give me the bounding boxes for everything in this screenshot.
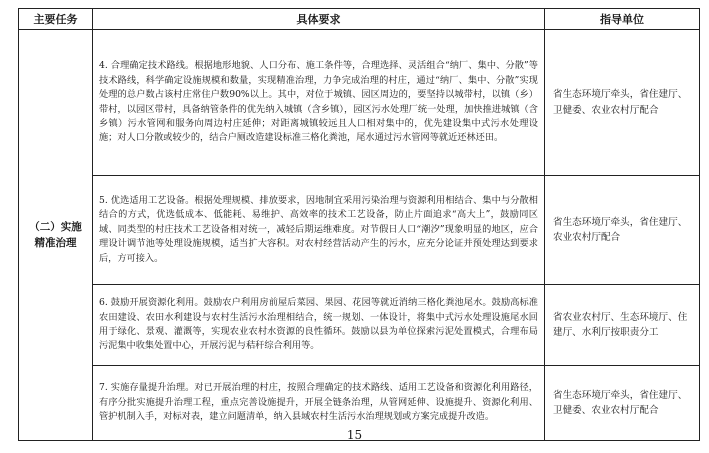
- guiding-unit-item-6: 省农业农村厅、生态环境厅、住建厅、水利厅按职责分工: [545, 285, 700, 366]
- requirement-item-6: 6. 鼓励开展资源化利用。鼓励农户利用房前屋后菜园、果园、花园等就近消纳三格化粪池尾水。鼓励高标准农田建设、农田水利建设与农村生活污水治理相结合，统一规划、一体设计，将集中式污水处理设施尾水回用于绿化、景观、灌溉等，实现农业农村水资源的良性循环。鼓励以县为单位探索污泥处置模式，合理布局污泥集中收集处置中心，开展污泥与秸秆综合利用等。: [93, 285, 545, 366]
- guiding-unit-item-4: 省生态环境厅牵头，省住建厅、卫健委、农业农村厅配合: [545, 30, 700, 176]
- requirement-item-7: 7. 实施存量提升治理。对已开展治理的村庄，按照合理确定的技术路线、适用工艺设备和资源化利用路径，有序分批实施提升治理工程，重点完善设施提升，开展全链条治理，从管网延伸、设施提升、资源化利用、管护机制入手，对标对表，建立问题清单，纳入县域农村生活污水治理规划或方案完成提升改造。: [93, 366, 545, 441]
- header-main-task: 主要任务: [19, 9, 93, 30]
- task-category-line2: 精准治理: [34, 237, 77, 249]
- tasks-table: [18, 8, 700, 441]
- header-requirements: 具体要求: [93, 9, 545, 30]
- task-category-line1: （二）实施: [29, 221, 82, 233]
- table-row: [19, 30, 700, 176]
- table-row: [19, 285, 700, 366]
- guiding-unit-item-7: 省生态环境厅牵头，省住建厅、卫健委、农业农村厅配合: [545, 366, 700, 441]
- requirement-item-4: 4. 合理确定技术路线。根据地形地貌、人口分布、施工条件等，合理选择、灵活组合“纳厂、集中、分散”等技术路线，科学确定设施规模和数量，实现精准治理，力争完成治理的村庄，通过“纳厂、集中、分散”实现处理的总户数占该村庄常住户数90%以上。其中，对位于城镇、园区周边的，要坚持以城带村，以镇（乡）带村，以园区带村，具备纳管条件的优先纳入城镇（含乡镇），园区污水处理厂统一处理，加快推进城镇（含乡镇）污水管网和服务向周边村庄延伸；对距离城镇较远且人口相对集中的，优先建设集中式污水处理设施；对人口分散或较少的，结合户厕改造建设标准三格化粪池，尾水通过污水管网等就近还林还田。: [93, 30, 545, 176]
- guiding-unit-item-5: 省生态环境厅牵头，省住建厅、农业农村厅配合: [545, 176, 700, 285]
- table-row: [19, 176, 700, 285]
- header-guiding-unit: 指导单位: [545, 9, 700, 30]
- table-header-row: [19, 9, 700, 30]
- requirement-item-5: 5. 优选适用工艺设备。根据处理规模、排放要求，因地制宜采用污染治理与资源利用相结合、集中与分散相结合的方式，优选低成本、低能耗、易维护、高效率的技术工艺设备，防止片面追求“高大上”，鼓励同区域、同类型的村庄技术工艺设备相对统一，减轻后期运维难度。对节假日人口“潮汐”现象明显的地区，应合理设计调节池等处理设施规模，适当扩大容积。对农村经营活动产生的污水，应充分论证并预处理达到要求后，方可接入。: [93, 176, 545, 285]
- page-number: 15: [346, 428, 363, 442]
- task-category-cell: [19, 30, 93, 441]
